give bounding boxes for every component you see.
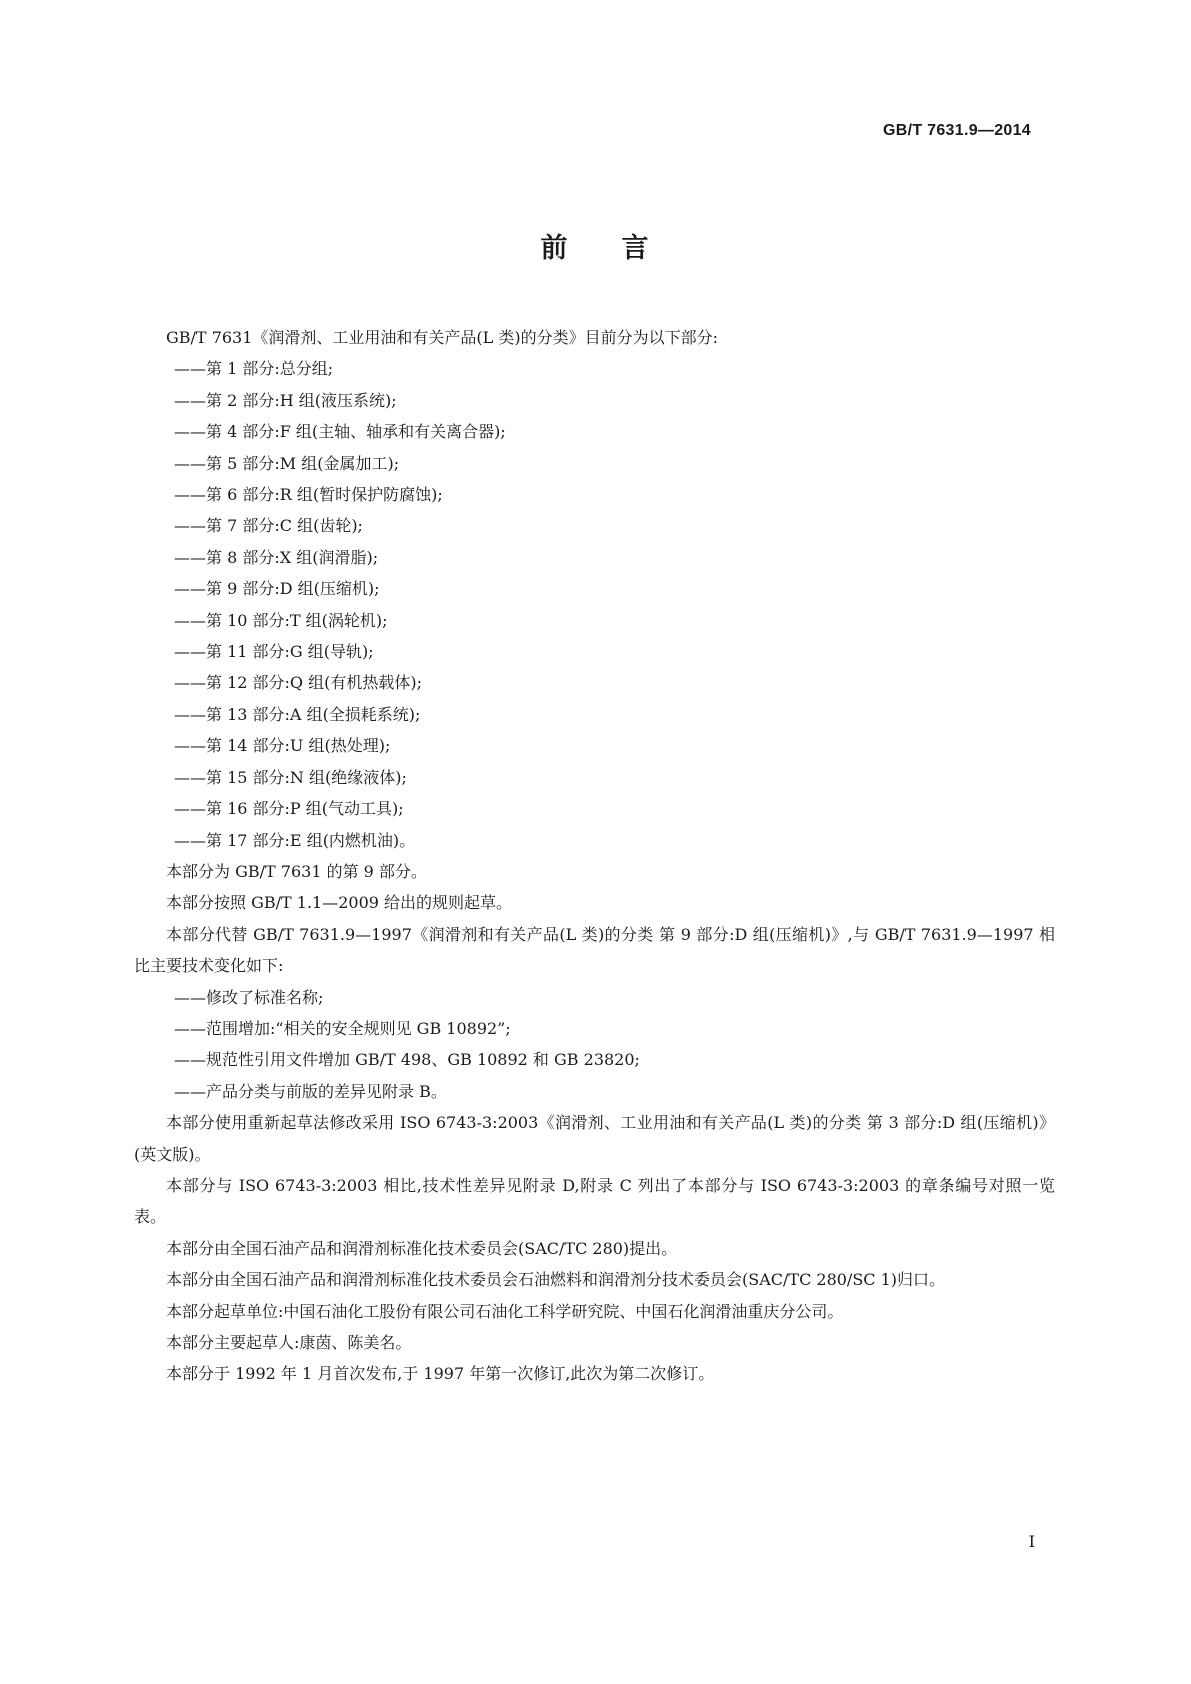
changes-list <box>134 982 1055 1108</box>
list-item: ——第 2 部分:H 组(液压系统); <box>174 390 397 410</box>
page-title-char-1: 前 <box>540 233 570 264</box>
list-item: ——第 10 部分:T 组(涡轮机); <box>174 610 388 630</box>
technical-difference-paragraph: 本部分与 ISO 6743-3:2003 相比,技术性差异见附录 D,附录 C 列出了本部分与 ISO 6743-3:2003 的章条编号对照一览表。 <box>134 1175 1055 1227</box>
list-item: ——第 12 部分:Q 组(有机热载体); <box>174 673 423 693</box>
page-number: I <box>1028 1532 1035 1551</box>
part-number-paragraph: 本部分为 GB/T 7631 的第 9 部分。 <box>166 861 427 881</box>
proposed-by-paragraph: 本部分由全国石油产品和润滑剂标准化技术委员会(SAC/TC 280)提出。 <box>166 1238 678 1258</box>
list-item: ——第 13 部分:A 组(全损耗系统); <box>174 704 421 724</box>
drafters-paragraph: 本部分主要起草人:康茵、陈美名。 <box>166 1333 412 1352</box>
list-item: ——第 11 部分:G 组(导轨); <box>174 642 374 662</box>
list-item: ——第 4 部分:F 组(主轴、轴承和有关离合器); <box>174 422 506 442</box>
list-item: ——第 17 部分:E 组(内燃机油)。 <box>174 830 416 850</box>
intro-paragraph: GB/T 7631《润滑剂、工业用油和有关产品(L 类)的分类》目前分为以下部分: <box>166 328 718 347</box>
list-item: ——第 1 部分:总分组; <box>174 359 334 379</box>
list-item: ——第 8 部分:X 组(润滑脂); <box>174 547 379 567</box>
replacement-paragraph: 本部分代替 GB/T 7631.9—1997《润滑剂和有关产品(L 类)的分类 第 9 部分:D 组(压缩机)》,与 GB/T 7631.9—1997 相比主要技术变化如下: <box>134 924 1055 976</box>
drafting-units-paragraph: 本部分起草单位:中国石油化工股份有限公司石油化工科学研究院、中国石化润滑油重庆分公司。 <box>166 1301 844 1321</box>
list-item: ——第 16 部分:P 组(气动工具); <box>174 799 404 819</box>
standard-code: GB/T 7631.9—2014 <box>883 122 1031 139</box>
page-title <box>0 226 1191 265</box>
list-item: ——第 5 部分:M 组(金属加工); <box>174 453 400 473</box>
list-item: ——第 6 部分:R 组(暂时保护防腐蚀); <box>174 485 443 505</box>
history-paragraph: 本部分于 1992 年 1 月首次发布,于 1997 年第一次修订,此次为第二次修订。 <box>166 1364 715 1384</box>
iso-adoption-paragraph: 本部分使用重新起草法修改采用 ISO 6743-3:2003《润滑剂、工业用油和有关产品(L 类)的分类 第 3 部分:D 组(压缩机)》(英文版)。 <box>134 1113 1055 1164</box>
list-item: ——第 9 部分:D 组(压缩机); <box>174 579 380 599</box>
list-item: ——规范性引用文件增加 GB/T 498、GB 10892 和 GB 23820; <box>174 1050 640 1070</box>
list-item: ——第 14 部分:U 组(热处理); <box>174 736 391 756</box>
list-item: ——修改了标准名称; <box>174 987 324 1007</box>
list-item: ——范围增加:“相关的安全规则见 GB 10892”; <box>174 1018 511 1038</box>
list-item: ——第 7 部分:C 组(齿轮); <box>174 516 363 536</box>
parts-list <box>134 353 1055 856</box>
list-item: ——第 15 部分:N 组(绝缘液体); <box>174 767 407 787</box>
foreword-body <box>134 322 1055 1390</box>
drafting-rules-paragraph: 本部分按照 GB/T 1.1—2009 给出的规则起草。 <box>166 893 513 913</box>
centralized-by-paragraph: 本部分由全国石油产品和润滑剂标准化技术委员会石油燃料和润滑剂分技术委员会(SAC/TC 280/SC 1)归口。 <box>166 1270 946 1290</box>
page-title-char-2: 言 <box>621 233 651 264</box>
list-item: ——产品分类与前版的差异见附录 B。 <box>174 1081 447 1101</box>
